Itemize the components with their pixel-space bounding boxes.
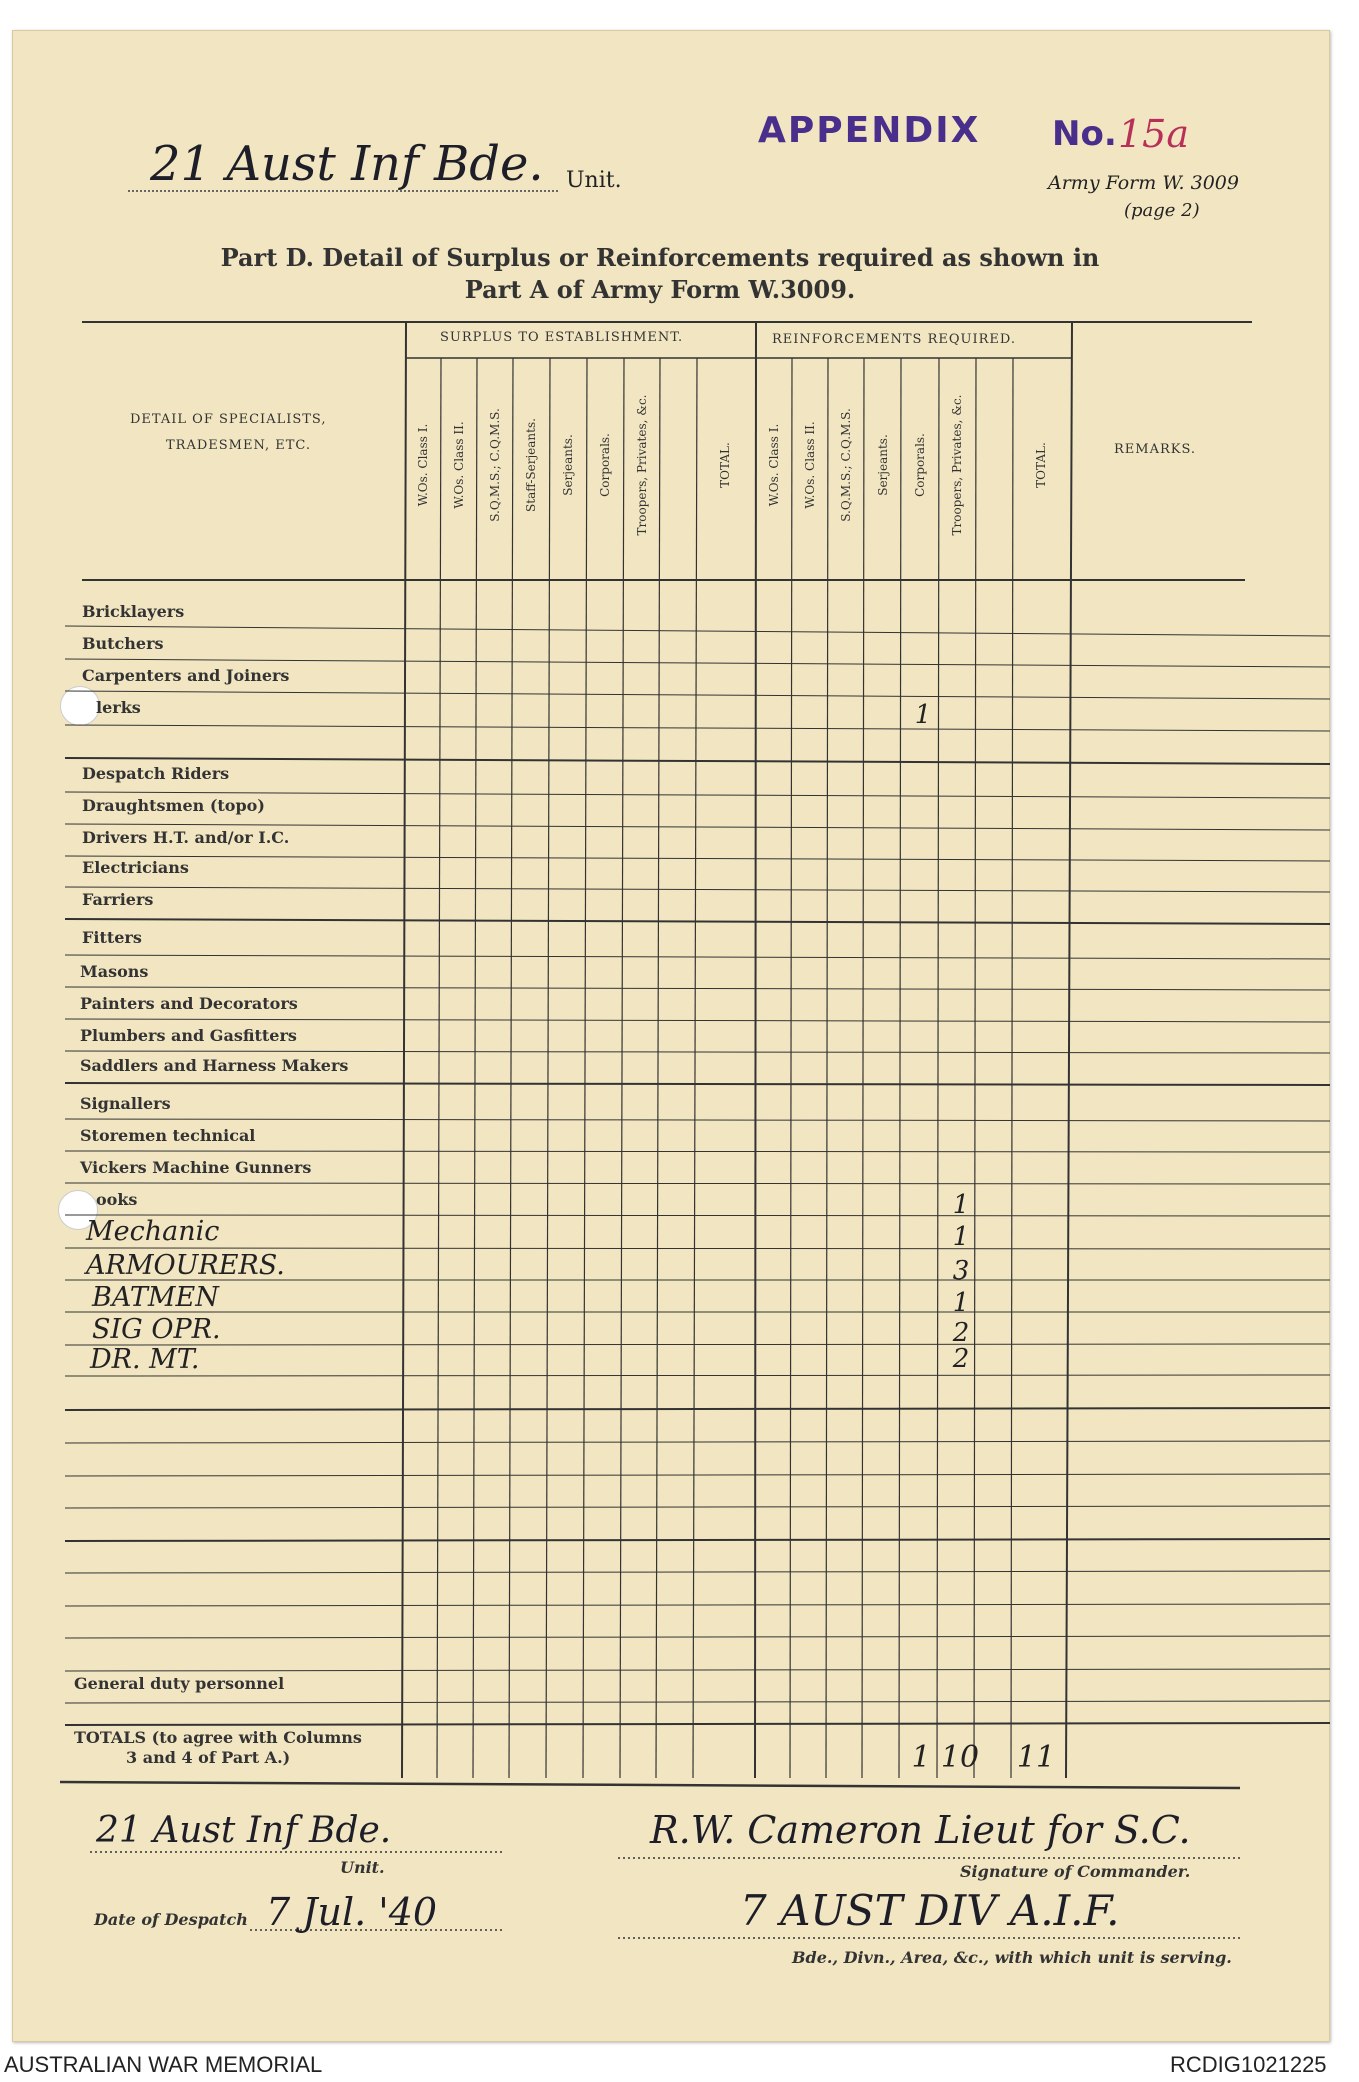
col-reinf-serjeants: Serjeants. (876, 434, 890, 496)
header-detail-line2: TRADESMEN, ETC. (166, 438, 312, 453)
row-label: Fitters (82, 928, 142, 947)
col-surplus-corporals: Corporals. (598, 433, 612, 497)
handwritten-row-label: Mechanic (86, 1216, 220, 1247)
col-surplus-staff-serjeants: Staff-Serjeants. (524, 418, 538, 512)
col-surplus-total: TOTAL. (718, 442, 732, 488)
row-label: lerks (96, 698, 141, 717)
troopers-value: 1 (952, 1190, 970, 1220)
col-reinf-corporals: Corporals. (913, 433, 927, 497)
army-form-page: (page 2) (1124, 200, 1200, 221)
serving-formation-label: Bde., Divn., Area, &c., with which unit is serving. (792, 1948, 1232, 1967)
row-label: Saddlers and Harness Makers (80, 1056, 349, 1075)
troopers-value: 1 (952, 1222, 970, 1252)
row-label: Storemen technical (80, 1126, 256, 1145)
row-label: Draughtsmen (topo) (82, 796, 265, 815)
col-surplus-wo1: W.Os. Class I. (416, 423, 430, 507)
row-label: Farriers (82, 890, 154, 909)
row-label: Plumbers and Gasfitters (80, 1026, 297, 1045)
header-surplus: SURPLUS TO ESTABLISHMENT. (440, 330, 684, 345)
totals-corporals: 1 (911, 1740, 931, 1775)
appendix-number-label: No. (1052, 114, 1117, 154)
general-duty-label: General duty personnel (74, 1674, 285, 1693)
footer-unit-handwritten: 21 Aust Inf Bde. (96, 1810, 392, 1851)
totals-total: 11 (1016, 1740, 1056, 1775)
army-form-number: Army Form W. 3009 (1048, 172, 1239, 194)
troopers-value: 2 (952, 1318, 970, 1348)
col-surplus-wo2: W.Os. Class II. (452, 421, 466, 509)
row-label: ooks (96, 1190, 138, 1209)
col-surplus-serjeants: Serjeants. (561, 434, 575, 496)
row-label: Drivers H.T. and/or I.C. (82, 828, 290, 847)
appendix-stamp: APPENDIX (758, 110, 981, 151)
col-reinf-wo2: W.Os. Class II. (803, 421, 817, 509)
clerks-corporals-value: 1 (914, 700, 932, 730)
totals-label-line2: 3 and 4 of Part A.) (126, 1748, 291, 1767)
col-reinf-wo1: W.Os. Class I. (767, 423, 781, 507)
commander-signature: R.W. Cameron Lieut for S.C. (650, 1808, 1191, 1852)
appendix-number-value: 15a (1118, 112, 1190, 156)
row-label: Electricians (82, 858, 189, 877)
footer-unit-label: Unit. (340, 1858, 385, 1877)
caption-right: RCDIG1021225 (1170, 2052, 1327, 2077)
col-surplus-sqms: S.Q.M.S.; C.Q.M.S. (488, 408, 502, 522)
troopers-value: 2 (952, 1344, 970, 1374)
date-of-despatch-label: Date of Despatch (94, 1910, 248, 1929)
row-label: Signallers (80, 1094, 171, 1113)
col-reinf-total: TOTAL. (1034, 442, 1048, 488)
col-surplus-troopers: Troopers, Privates, &c. (635, 394, 649, 536)
totals-label (74, 1728, 362, 1768)
header-detail-line1: DETAIL OF SPECIALISTS, (130, 412, 327, 427)
header-remarks: REMARKS. (1114, 442, 1197, 457)
totals-label-line1: TOTALS (to agree with Columns (74, 1728, 362, 1747)
handwritten-row-label: ARMOURERS. (86, 1250, 285, 1281)
form-title-line1: Part D. Detail of Surplus or Reinforcements required as shown in (220, 243, 1100, 272)
serving-formation-handwritten: 7 AUST DIV A.I.F. (740, 1886, 1120, 1935)
handwritten-row-label: DR. MT. (90, 1344, 200, 1375)
unit-label: Unit. (566, 168, 622, 193)
row-label: Bricklayers (82, 602, 185, 621)
col-reinf-troopers: Troopers, Privates, &c. (950, 394, 964, 536)
row-label: Despatch Riders (82, 764, 230, 783)
row-label: Vickers Machine Gunners (80, 1158, 312, 1177)
handwritten-row-label: BATMEN (92, 1282, 219, 1313)
row-label: Masons (80, 962, 149, 981)
header-reinforcements: REINFORCEMENTS REQUIRED. (772, 332, 1016, 347)
signature-label: Signature of Commander. (960, 1862, 1191, 1881)
form-title-line2: Part A of Army Form W.3009. (464, 275, 856, 304)
row-label: Carpenters and Joiners (82, 666, 290, 685)
troopers-value: 1 (952, 1288, 970, 1318)
row-label: Painters and Decorators (80, 994, 298, 1013)
totals-troopers: 10 (940, 1740, 980, 1775)
troopers-value: 3 (952, 1256, 970, 1286)
date-of-despatch-value: 7 Jul. '40 (266, 1890, 438, 1934)
row-label: Butchers (82, 634, 164, 653)
col-reinf-sqms: S.Q.M.S.; C.Q.M.S. (839, 408, 853, 522)
caption-left: AUSTRALIAN WAR MEMORIAL (4, 2052, 323, 2077)
unit-handwritten: 21 Aust Inf Bde. (150, 136, 544, 192)
handwritten-row-label: SIG OPR. (92, 1314, 221, 1345)
